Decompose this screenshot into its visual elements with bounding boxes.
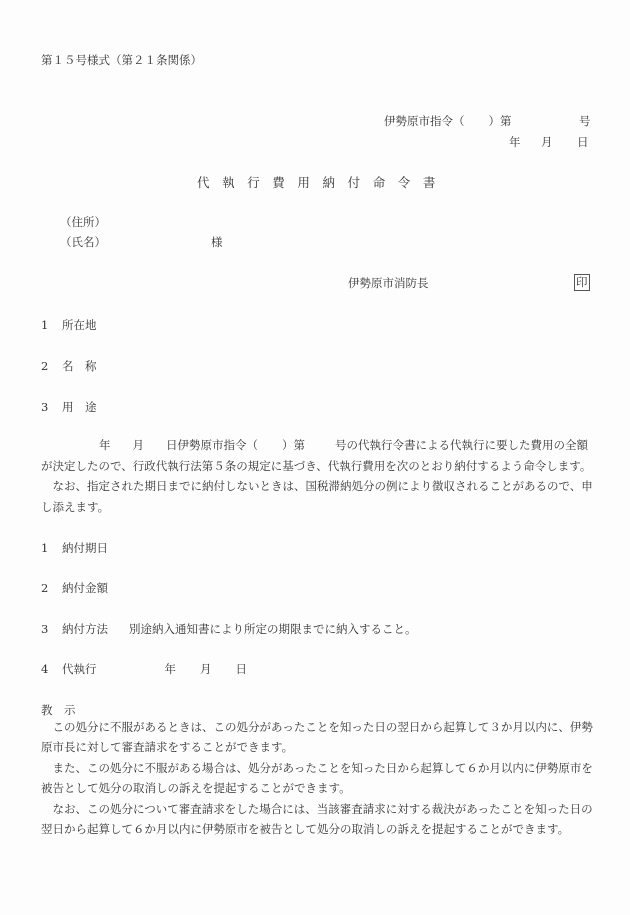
seal-mark: 印 [576,275,588,289]
payment-method-value: 別途納入通知書により所定の期限までに納入すること。 [129,622,417,636]
issue-date-day: 日 [577,135,589,149]
instruction-heading: 教 示 [41,703,76,717]
body-line-2: が決定したので、行政代執行法第５条の規定に基づき、代執行費用を次のとおり納付するよう命令します。 [41,459,592,473]
document-title: 代執行費用納付命令書 [197,175,449,190]
instruction-body [41,717,596,839]
instruction-paragraph-1: この処分に不服があるときは、この処分があったことを知った日の翌日から起算して３か月以内に、伊勢原市長に対して審査請求をすることができます。 [41,720,593,755]
payment-item-execution-date: 4 代執行 年 月 日 [41,662,247,676]
issue-date-month: 月 [541,135,553,149]
property-item-use: 3 用 途 [41,400,97,414]
reference-number-line [384,114,512,128]
issuer-name: 伊勢原市消防長 [348,276,429,290]
reference-number-label: 号 [579,114,591,128]
form-number: 第１５号様式（第２１条関係） [41,53,202,67]
payment-item-method: 3 納付方法 別途納入通知書により所定の期限までに納入すること。 [41,622,417,636]
instruction-paragraph-3: なお、この処分について審査請求をした場合には、当該審査請求に対する裁決があったことを知った日の翌日から起算して６か月以内に伊勢原市を被告として処分の取消しの訴えを提起することができます。 [41,801,593,837]
reference-prefix: 伊勢原市指令（ [384,114,465,128]
body-notice-paragraph: なお、指定された期日までに納付しないときは、国税滞納処分の例により徴収されることがあるので、申し添えます。 [41,479,593,514]
payment-item-due-date: 1 納付期日 [41,541,108,555]
recipient-address-label: （住所） [60,215,106,229]
issue-date-year: 年 [509,135,521,149]
property-item-location: 1 所在地 [41,318,97,332]
instruction-paragraph-2: また、この処分に不服がある場合は、処分があったことを知った日から起算して６か月以内に伊勢原市を被告として処分の取消しの訴えを提起することができます。 [41,760,593,796]
property-item-name: 2 名 称 [41,359,97,373]
body-line-1: 年 月 日伊勢原市指令（ ）第 号の代執行令書による代執行に要した費用の全額 [99,438,588,452]
reference-suffix: ）第 [488,114,512,128]
recipient-name-label: （氏名） [60,235,106,249]
recipient-honorific: 様 [211,235,223,249]
payment-item-amount: 2 納付金額 [41,581,108,595]
